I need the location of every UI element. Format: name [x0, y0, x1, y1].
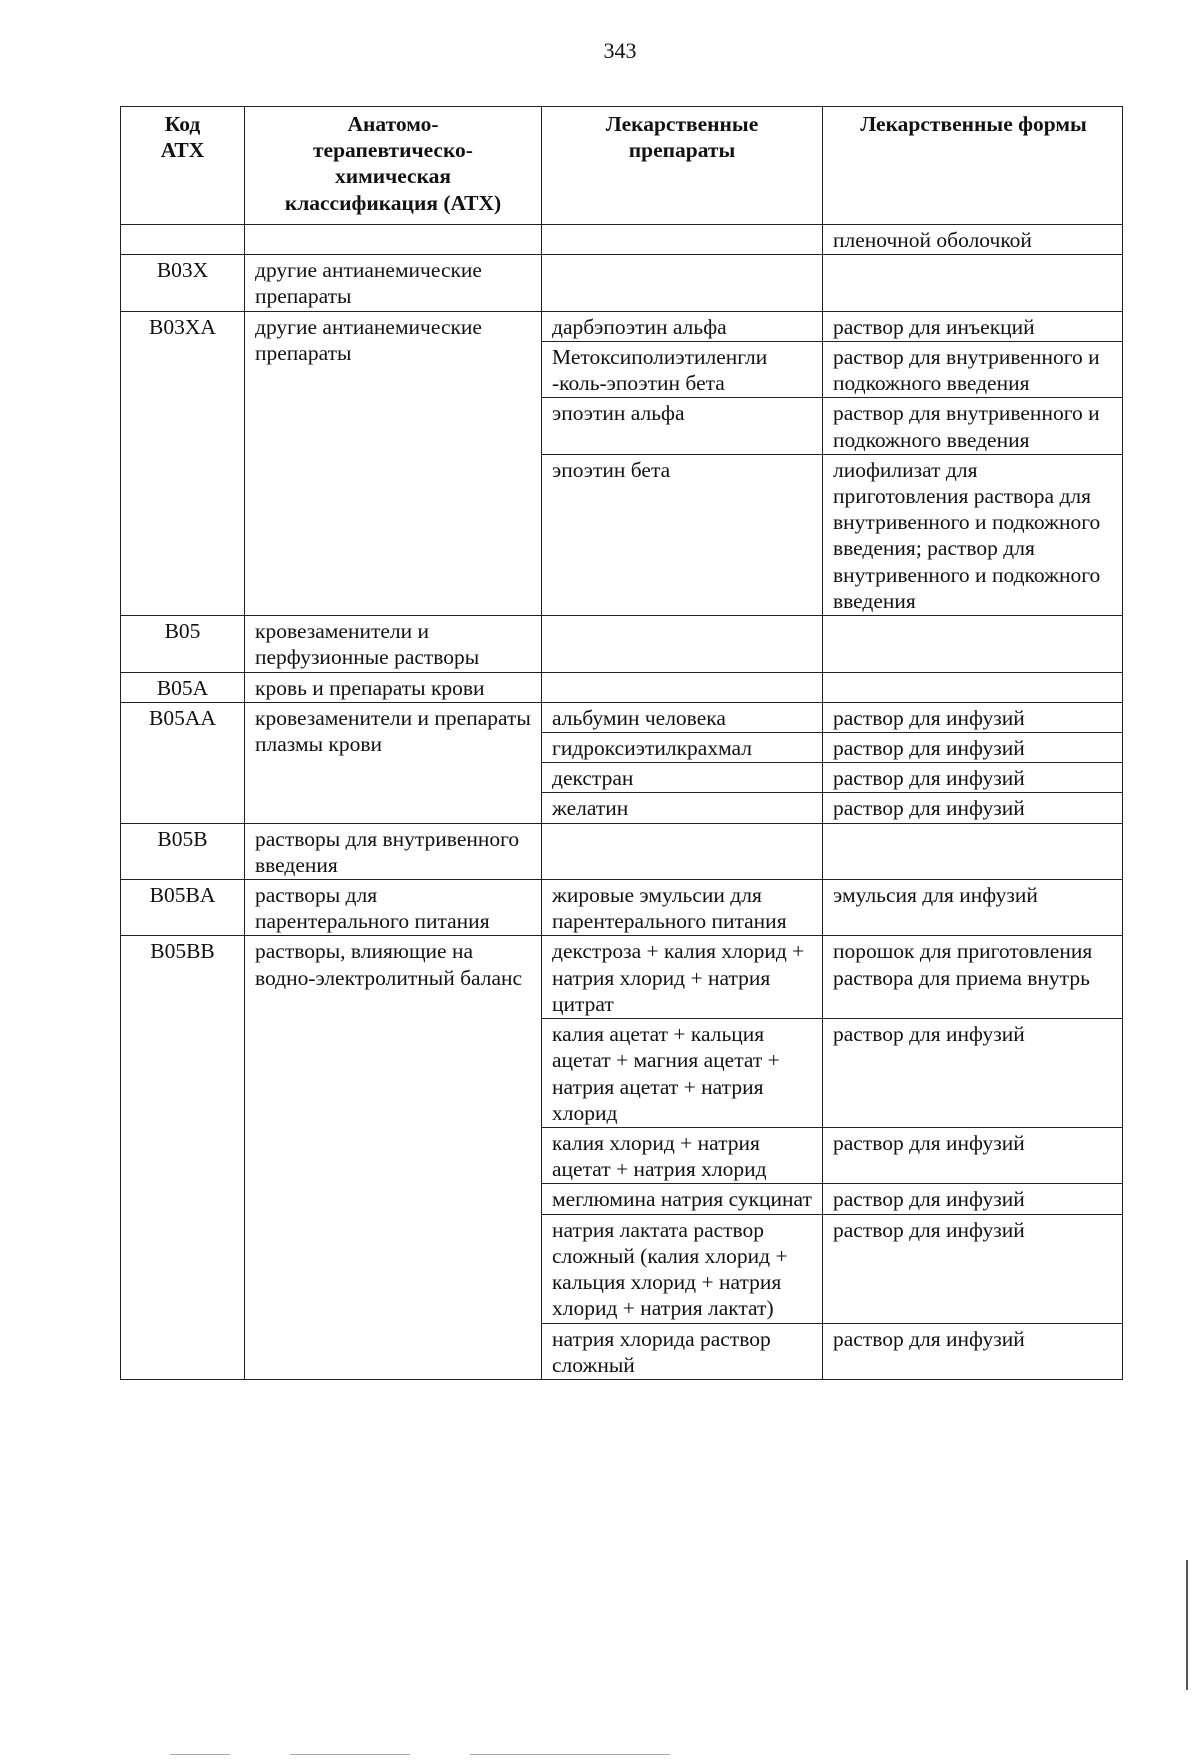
classification-cell: другие антианемические препараты — [245, 255, 542, 311]
form-cell: раствор для инфузий — [823, 1184, 1123, 1214]
header-drugs: Лекарственные препараты — [542, 107, 823, 225]
drug-cell: калия ацетат + кальция ацетат + магния ацетат + натрия ацетат + натрия хлорид — [542, 1019, 823, 1128]
table-row — [121, 672, 1123, 702]
classification-cell: растворы для внутривенного введения — [245, 823, 542, 879]
atx-code-cell: B05A — [121, 672, 245, 702]
header-forms: Лекарственные формы — [823, 107, 1123, 225]
drug-cell: эпоэтин альфа — [542, 398, 823, 454]
atx-code-cell: B03XA — [121, 311, 245, 615]
drug-cell — [542, 616, 823, 672]
drug-cell: натрия хлорида раствор сложный — [542, 1323, 823, 1379]
form-cell: раствор для инфузий — [823, 1128, 1123, 1184]
form-cell: раствор для инфузий — [823, 732, 1123, 762]
table-row — [121, 823, 1123, 879]
scan-bottom-dash — [170, 1754, 230, 1755]
drug-cell: калия хлорид + натрия ацетат + натрия хлорид — [542, 1128, 823, 1184]
form-cell: порошок для приготовления раствора для приема внутрь — [823, 936, 1123, 1019]
classification-cell: кровезаменители и препараты плазмы крови — [245, 702, 542, 823]
table-row — [121, 880, 1123, 936]
scan-bottom-dash — [470, 1754, 670, 1755]
classification-cell: растворы, влияющие на водно-электролитный баланс — [245, 936, 542, 1380]
drug-cell: декстроза + калия хлорид + натрия хлорид + натрия цитрат — [542, 936, 823, 1019]
drug-cell: альбумин человека — [542, 702, 823, 732]
drug-cell: меглюмина натрия сукцинат — [542, 1184, 823, 1214]
classification-cell — [245, 225, 542, 255]
drug-cell — [542, 225, 823, 255]
header-code: Код АТХ — [121, 107, 245, 225]
form-cell: раствор для инъекций — [823, 311, 1123, 341]
header-row — [121, 107, 1123, 225]
atx-code-cell — [121, 225, 245, 255]
form-cell: раствор для внутривенного и подкожного введения — [823, 398, 1123, 454]
classification-cell: другие антианемические препараты — [245, 311, 542, 615]
table-row — [121, 225, 1123, 255]
drug-cell — [542, 672, 823, 702]
scan-bottom-dash — [290, 1754, 410, 1755]
drug-cell: декстран — [542, 763, 823, 793]
classification-cell: растворы для парентерального питания — [245, 880, 542, 936]
scan-edge-line — [1186, 1560, 1188, 1690]
form-cell — [823, 255, 1123, 311]
table-row — [121, 702, 1123, 732]
form-cell: эмульсия для инфузий — [823, 880, 1123, 936]
atx-code-cell: B05BA — [121, 880, 245, 936]
atx-code-cell: B05 — [121, 616, 245, 672]
table-row — [121, 255, 1123, 311]
form-cell — [823, 672, 1123, 702]
classification-cell: кровезаменители и перфузионные растворы — [245, 616, 542, 672]
form-cell: раствор для инфузий — [823, 763, 1123, 793]
drug-cell: натрия лактата раствор сложный (калия хлорид + кальция хлорид + натрия хлорид + натрия лактат) — [542, 1214, 823, 1323]
form-cell: раствор для внутривенного и подкожного введения — [823, 341, 1123, 397]
page-number: 343 — [603, 38, 637, 63]
form-cell: раствор для инфузий — [823, 1323, 1123, 1379]
table-row — [121, 311, 1123, 341]
drug-cell: Метоксиполиэтиленгли -коль-эпоэтин бета — [542, 341, 823, 397]
form-cell — [823, 616, 1123, 672]
atx-table — [120, 106, 1123, 1380]
form-cell: раствор для инфузий — [823, 702, 1123, 732]
form-cell: раствор для инфузий — [823, 1214, 1123, 1323]
form-cell: раствор для инфузий — [823, 1019, 1123, 1128]
atx-code-cell: B05B — [121, 823, 245, 879]
atx-code-cell: B03X — [121, 255, 245, 311]
table-row — [121, 616, 1123, 672]
classification-cell: кровь и препараты крови — [245, 672, 542, 702]
drug-cell: гидроксиэтилкрахмал — [542, 732, 823, 762]
form-cell: пленочной оболочкой — [823, 225, 1123, 255]
drug-cell — [542, 823, 823, 879]
drug-cell — [542, 255, 823, 311]
atx-code-cell: B05AA — [121, 702, 245, 823]
atx-code-cell: B05BB — [121, 936, 245, 1380]
table-row — [121, 936, 1123, 1019]
drug-cell: эпоэтин бета — [542, 454, 823, 615]
drug-cell: желатин — [542, 793, 823, 823]
header-classification: Анатомо-терапевтическо-химическая классификация (АТХ) — [245, 107, 542, 225]
form-cell: лиофилизат для приготовления раствора для внутривенного и подкожного введения; раствор для внутривенного и подкожного введения — [823, 454, 1123, 615]
drug-cell: дарбэпоэтин альфа — [542, 311, 823, 341]
form-cell: раствор для инфузий — [823, 793, 1123, 823]
drug-cell: жировые эмульсии для парентерального питания — [542, 880, 823, 936]
form-cell — [823, 823, 1123, 879]
